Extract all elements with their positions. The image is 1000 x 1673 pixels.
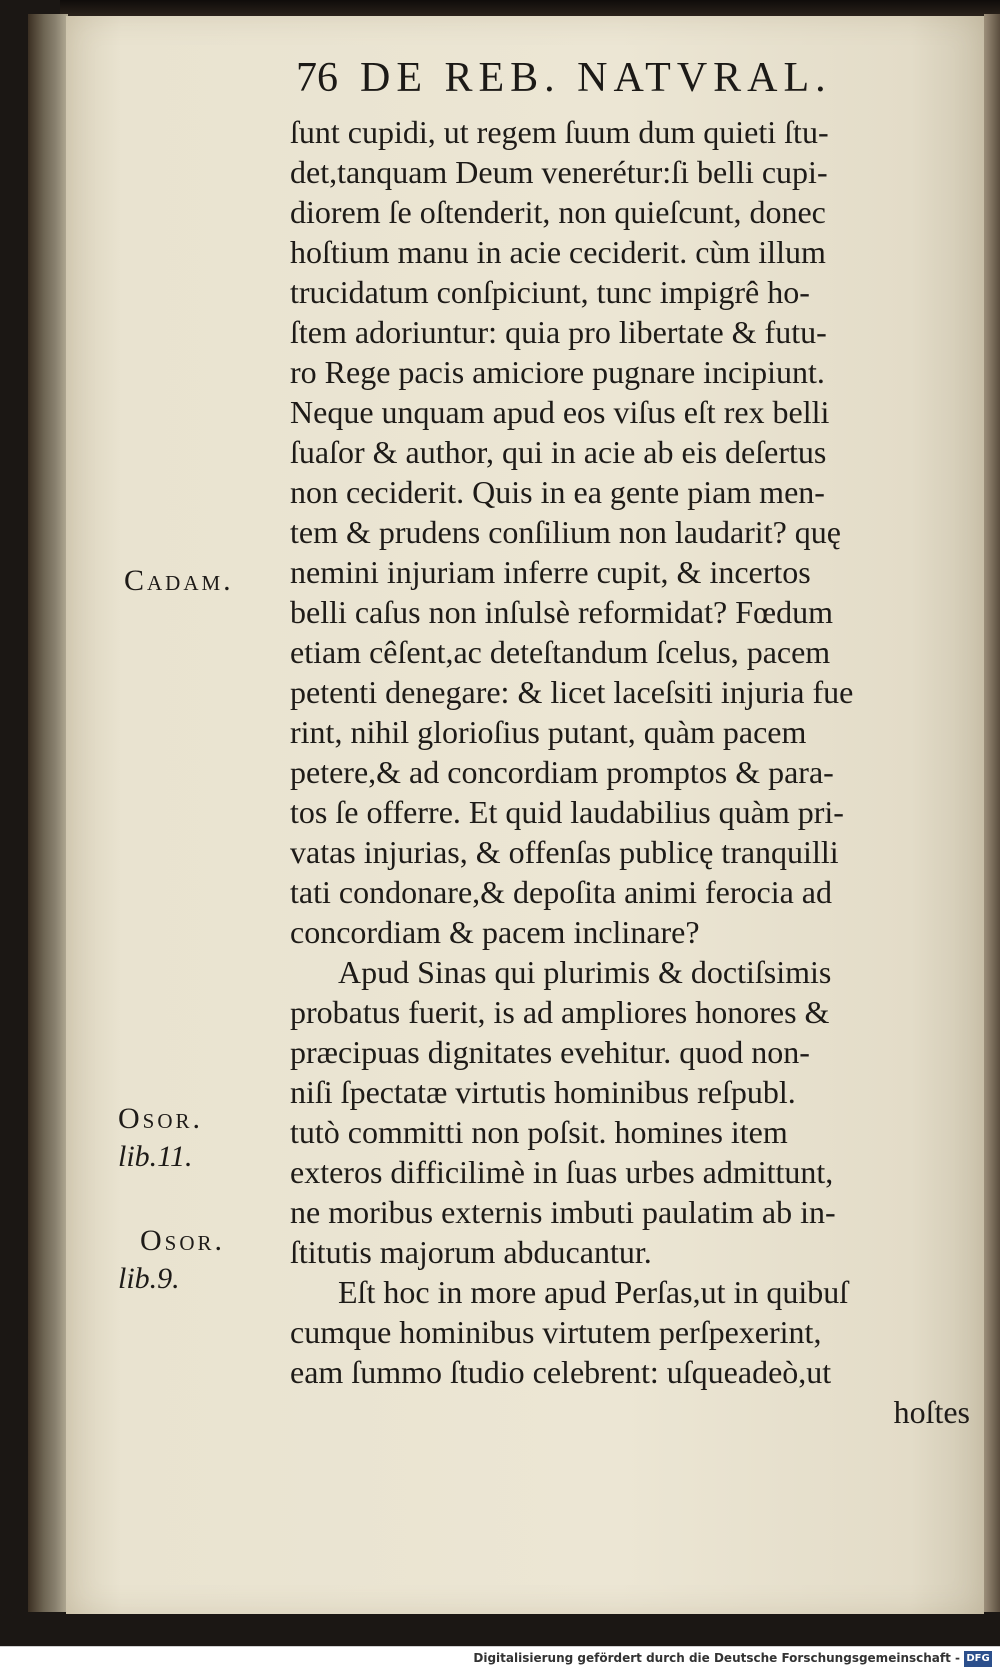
- text-line: non ceciderit. Quis in ea gente piam men-: [290, 474, 825, 510]
- text-line: concordiam & pacem inclinare?: [290, 914, 700, 950]
- page-edge-strip: [984, 14, 1000, 1612]
- text-line: ſtem adoriuntur: quia pro libertate & futu-: [290, 314, 827, 350]
- text-line: ne moribus externis imbuti paulatim ab in-: [290, 1194, 836, 1230]
- book-gutter: [28, 14, 68, 1612]
- text-line: tutò committi non poſsit. homines item: [290, 1114, 788, 1150]
- text-line: exteros difficilimè in ſuas urbes admittunt,: [290, 1154, 834, 1190]
- text-line: probatus fuerit, is ad ampliores honores &: [290, 994, 830, 1030]
- digitization-footer: [0, 1646, 1000, 1673]
- text-line: tos ſe offerre. Et quid laudabilius quàm pri-: [290, 794, 844, 830]
- catchword: hoſtes: [893, 1394, 970, 1430]
- text-line: eam ſummo ſtudio celebrent: uſqueadeò,ut: [290, 1354, 832, 1390]
- dfg-logo-icon: DFG: [964, 1651, 992, 1667]
- text-line: Eſt hoc in more apud Perſas,ut in quibuſ: [338, 1274, 849, 1310]
- text-line: ro Rege pacis amiciore pugnare incipiunt.: [290, 354, 825, 390]
- text-line: Neque unquam apud eos viſus eſt rex belli: [290, 394, 830, 430]
- margin-note-cadam: Cadam.: [124, 564, 234, 597]
- book-top-edge: [60, 0, 1000, 16]
- margin-note-osor-9: Osor. lib.9.: [118, 1224, 226, 1295]
- text-line: petenti denegare: & licet laceſsiti injuria fue: [290, 674, 854, 710]
- page-number: 76: [296, 55, 338, 101]
- running-header: [296, 54, 832, 102]
- running-title: DE REB. NATVRAL.: [360, 55, 832, 101]
- text-line: ſtitutis majorum abducantur.: [290, 1234, 652, 1270]
- text-line: ſunt cupidi, ut regem ſuum dum quieti ſtu-: [290, 114, 829, 150]
- text-line: petere,& ad concordiam promptos & para-: [290, 754, 834, 790]
- text-line: etiam cêſent,ac deteſtandum ſcelus, pacem: [290, 634, 831, 670]
- text-line: tati condonare,& depoſita animi ferocia ad: [290, 874, 832, 910]
- text-line: nemini injuriam inferre cupit, & incertos: [290, 554, 811, 590]
- margin-note-osor-11: Osor. lib.11.: [118, 1102, 204, 1173]
- text-line: trucidatum conſpiciunt, tunc impigrê ho-: [290, 274, 810, 310]
- text-line: diorem ſe oſtenderit, non quieſcunt, donec: [290, 194, 826, 230]
- body-text: [290, 112, 970, 1432]
- text-line: niſi ſpectatæ virtutis hominibus reſpubl.: [290, 1074, 796, 1110]
- text-line: hoſtium manu in acie ceciderit. cùm illum: [290, 234, 826, 270]
- text-line: rint, nihil glorioſius putant, quàm pacem: [290, 714, 807, 750]
- footer-credit: Digitalisierung gefördert durch die Deutsche Forschungsgemeinschaft -: [473, 1651, 960, 1665]
- text-line: ſuaſor & author, qui in acie ab eis deſertus: [290, 434, 827, 470]
- text-line: præcipuas dignitates evehitur. quod non-: [290, 1034, 810, 1070]
- text-line: cumque hominibus virtutem perſpexerint,: [290, 1314, 822, 1350]
- text-line: tem & prudens conſilium non laudarit? quę: [290, 514, 841, 550]
- text-line: Apud Sinas qui plurimis & doctiſsimis: [338, 954, 832, 990]
- text-line: det,tanquam Deum venerétur:ſi belli cupi-: [290, 154, 828, 190]
- text-line: belli caſus non inſulsè reformidat? Fœdum: [290, 594, 833, 630]
- text-line: vatas injurias, & offenſas publicę tranquilli: [290, 834, 839, 870]
